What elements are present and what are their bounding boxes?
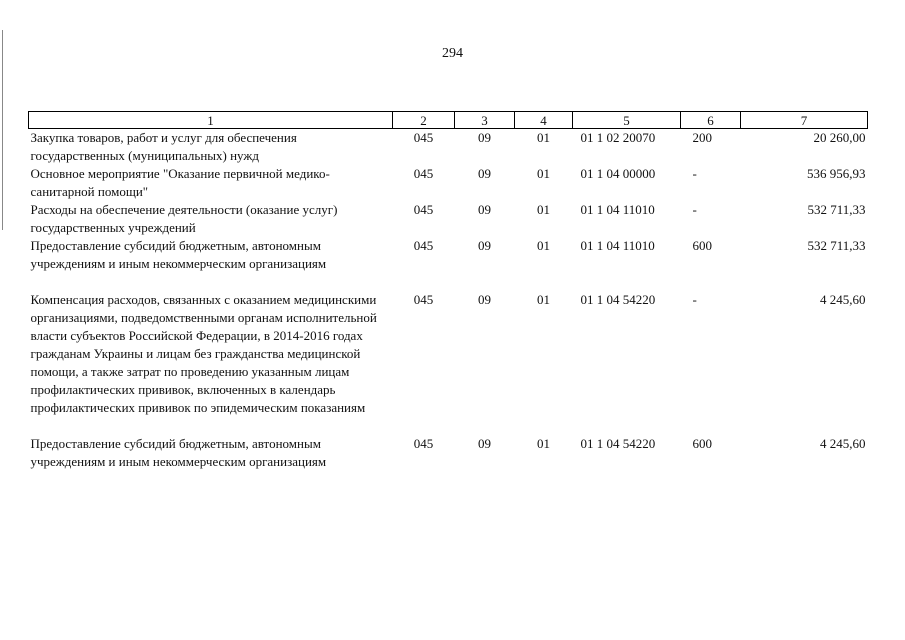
column-header: 4 [515,112,573,129]
row-expense-type: 600 [692,436,712,451]
row-subsection: 01 [537,292,550,307]
column-header: 6 [681,112,741,129]
header-row [29,112,868,129]
row-name: Предоставление субсидий бюджетным, автономным учреждениям и иным некоммерческим организациям [30,238,327,271]
row-expense-type: 200 [692,130,712,145]
table-row [29,201,868,237]
column-header: 7 [741,112,868,129]
row-target-code: 01 1 04 00000 [580,166,656,181]
row-expense-type: 600 [692,238,712,253]
row-expense-type: - [692,166,697,181]
row-grbs: 045 [413,292,434,307]
row-name: Закупка товаров, работ и услуг для обеспечения государственных (муниципальных) нужд [30,130,297,163]
table-row [29,129,868,166]
table-row [29,237,868,273]
row-amount: 532 711,33 [807,202,866,217]
row-spacer [29,417,868,435]
spacer-cell [29,417,868,435]
table-row [29,291,868,417]
row-name: Основное мероприятие "Оказание первичной медико-санитарной помощи" [30,166,330,199]
row-subsection: 01 [537,436,550,451]
row-target-code: 01 1 04 54220 [580,436,656,451]
row-spacer [29,273,868,291]
column-header: 3 [455,112,515,129]
row-amount: 20 260,00 [813,130,866,145]
row-grbs: 045 [413,202,434,217]
row-name: Компенсация расходов, связанных с оказанием медицинскими организациями, подведомственными органам исполнительной власти субъектов Российской Федерации, в 2014-2016 годах гражданам Украины и лицам без гражданства медицинской помощи, а также затрат по проведению указанным лицам профилактических прививок, включенных в календарь профилактических прививок по эпидемическим показаниям [30,292,377,415]
row-target-code: 01 1 04 11010 [580,238,655,253]
row-section: 09 [478,436,491,451]
row-amount: 4 245,60 [820,436,866,451]
row-name: Предоставление субсидий бюджетным, автономным учреждениям и иным некоммерческим организациям [30,436,327,469]
row-expense-type: - [692,202,697,217]
budget-table [28,111,868,471]
table-row [29,435,868,471]
row-amount: 4 245,60 [820,292,866,307]
row-amount: 532 711,33 [807,238,866,253]
row-subsection: 01 [537,202,550,217]
column-header: 5 [573,112,681,129]
row-section: 09 [478,238,491,253]
row-grbs: 045 [413,238,434,253]
row-target-code: 01 1 04 54220 [580,292,656,307]
row-section: 09 [478,202,491,217]
row-expense-type: - [692,292,697,307]
row-subsection: 01 [537,130,550,145]
row-grbs: 045 [413,166,434,181]
column-header: 1 [29,112,393,129]
row-target-code: 01 1 04 11010 [580,202,655,217]
row-grbs: 045 [413,436,434,451]
row-section: 09 [478,166,491,181]
spacer-cell [29,273,868,291]
row-name: Расходы на обеспечение деятельности (оказание услуг) государственных учреждений [30,202,338,235]
row-grbs: 045 [413,130,434,145]
row-subsection: 01 [537,238,550,253]
page-number: 294 [442,46,463,61]
row-amount: 536 956,93 [807,166,866,181]
row-subsection: 01 [537,166,550,181]
column-header: 2 [393,112,455,129]
row-target-code: 01 1 02 20070 [580,130,656,145]
row-section: 09 [478,292,491,307]
table-row [29,165,868,201]
row-section: 09 [478,130,491,145]
